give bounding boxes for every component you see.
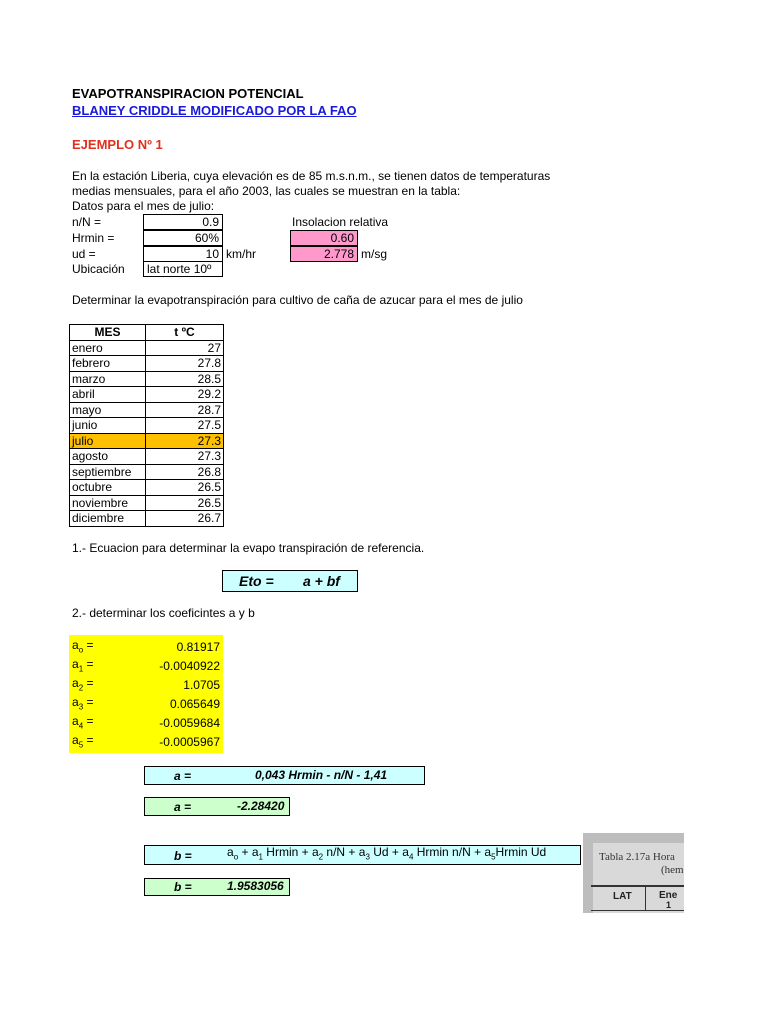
table-row[interactable] (70, 402, 224, 418)
hrmin-label: Hrmin = (72, 231, 115, 245)
reference-table-photo (583, 833, 684, 913)
temp-cell[interactable]: 28.7 (146, 402, 224, 418)
photo-rule-bottom (591, 910, 684, 911)
temp-cell[interactable]: 27.5 (146, 418, 224, 434)
temp-cell[interactable]: 26.8 (146, 464, 224, 480)
a-result-box[interactable] (144, 797, 290, 816)
table-row[interactable] (70, 495, 224, 511)
step-2-text: 2.- determinar los coeficintes a y b (72, 606, 255, 620)
table-row[interactable] (70, 464, 224, 480)
b-result-box[interactable] (144, 878, 290, 896)
month-cell[interactable]: marzo (70, 371, 146, 387)
temp-cell[interactable]: 26.7 (146, 511, 224, 527)
insolacion-value-cell[interactable]: 0.60 (290, 230, 358, 246)
temp-cell[interactable]: 27 (146, 340, 224, 356)
coefficient-label: $a_o$ = (72, 638, 94, 655)
coefficient-label: $a_4$ = (72, 714, 94, 731)
temp-cell[interactable]: 27.8 (146, 356, 224, 372)
coefficient-label: $a_1$ = (72, 657, 94, 674)
table-row[interactable] (70, 356, 224, 372)
table-header-row (70, 325, 224, 341)
month-cell[interactable]: octubre (70, 480, 146, 496)
photo-col-divider (645, 887, 646, 911)
coefficient-label: $a_3$ = (72, 695, 94, 712)
month-cell[interactable]: septiembre (70, 464, 146, 480)
method-link[interactable]: BLANEY CRIDDLE MODIFICADO POR LA FAO (72, 103, 357, 118)
ud-unit: km/hr (226, 247, 256, 261)
coefficient-value: -0.0005967 (159, 735, 220, 749)
temp-cell[interactable]: 26.5 (146, 495, 224, 511)
page-title: EVAPOTRANSPIRACION POTENCIAL (72, 86, 304, 101)
photo-caption: Tabla 2.17a Hora (599, 851, 675, 863)
coefficient-value: 0.81917 (176, 640, 220, 654)
a-result-value: -2.28420 (237, 799, 285, 813)
ud-ms-unit: m/sg (361, 247, 388, 261)
b-result-label: b = (174, 880, 192, 894)
eto-formula: a + bf (303, 573, 340, 589)
b-equation-label: b = (174, 849, 192, 863)
month-cell[interactable]: julio (70, 433, 146, 449)
ubicacion-value-cell[interactable]: lat norte 10º (143, 261, 223, 277)
intro-line-3: Datos para el mes de julio: (72, 199, 215, 213)
month-cell[interactable]: diciembre (70, 511, 146, 527)
temp-cell[interactable]: 26.5 (146, 480, 224, 496)
table-row[interactable] (70, 387, 224, 403)
coefficient-row[interactable] (72, 636, 220, 655)
coefficient-row[interactable] (72, 674, 220, 693)
a-equation-box[interactable] (144, 766, 425, 785)
table-row[interactable] (70, 511, 224, 527)
photo-col-ene-num: 1 (666, 900, 672, 910)
temp-cell[interactable]: 29.2 (146, 387, 224, 403)
temp-cell[interactable]: 27.3 (146, 433, 224, 449)
table-row-highlighted[interactable] (70, 433, 224, 449)
photo-col-ene: Ene (659, 890, 678, 901)
table-row[interactable] (70, 371, 224, 387)
intro-line-2: medias mensuales, para el año 2003, las cuales se muestran en la tabla: (72, 184, 461, 198)
ud-ms-value-cell[interactable]: 2.778 (290, 246, 358, 262)
coefficient-row[interactable] (72, 712, 220, 731)
header-mes: MES (70, 325, 146, 341)
temperature-table (69, 324, 224, 527)
coefficient-row[interactable] (72, 731, 220, 750)
month-cell[interactable]: enero (70, 340, 146, 356)
coefficient-value: 0.065649 (169, 697, 220, 711)
nN-label: n/N = (72, 215, 102, 229)
photo-col-lat: LAT (613, 891, 632, 902)
b-result-value: 1.9583056 (227, 879, 284, 893)
coefficient-value: -0.0040922 (159, 659, 220, 673)
coefficient-row[interactable] (72, 655, 220, 674)
table-row[interactable] (70, 480, 224, 496)
month-cell[interactable]: noviembre (70, 495, 146, 511)
month-cell[interactable]: abril (70, 387, 146, 403)
month-cell[interactable]: agosto (70, 449, 146, 465)
month-cell[interactable]: mayo (70, 402, 146, 418)
coefficient-label: $a_5$ = (72, 733, 94, 750)
ud-label: ud = (72, 247, 96, 261)
ud-value-cell[interactable]: 10 (143, 246, 223, 262)
temp-cell[interactable]: 28.5 (146, 371, 224, 387)
photo-rule (591, 885, 684, 887)
hrmin-value-cell[interactable]: 60% (143, 230, 223, 246)
coefficient-row[interactable] (72, 693, 220, 712)
coefficient-value: -0.0059684 (159, 716, 220, 730)
a-equation-formula: 0,043 Hrmin - n/N - 1,41 (255, 768, 388, 782)
header-temp: t ºC (146, 325, 224, 341)
question-text: Determinar la evapotranspiración para cultivo de caña de azucar para el mes de julio (72, 293, 523, 307)
table-row[interactable] (70, 340, 224, 356)
table-row[interactable] (70, 449, 224, 465)
month-cell[interactable]: junio (70, 418, 146, 434)
month-cell[interactable]: febrero (70, 356, 146, 372)
nN-value-cell[interactable]: 0.9 (143, 214, 223, 230)
insolacion-label: Insolacion relativa (292, 215, 389, 229)
photo-caption-2: (hem (661, 864, 684, 876)
ubicacion-label: Ubicación (72, 262, 125, 276)
eto-label: Eto = (239, 573, 274, 589)
a-result-label: a = (174, 800, 192, 814)
temp-cell[interactable]: 27.3 (146, 449, 224, 465)
b-equation-formula: $a_o + a_1$ $Hrmin + a_2$ $n/N + a_3$ $Ud + a_4$ Hrmin $n/N + a_5Hrmin$ Ud (227, 845, 547, 862)
eto-equation-box[interactable] (222, 570, 358, 592)
step-1-text: 1.- Ecuacion para determinar la evapo transpiración de referencia. (72, 541, 425, 555)
coefficient-label: $a_2$ = (72, 676, 94, 693)
example-heading: EJEMPLO Nº 1 (72, 137, 163, 152)
coefficient-value: 1.0705 (183, 678, 220, 692)
intro-line-1: En la estación Liberia, cuya elevación es de 85 m.s.n.m., se tienen datos de temperaturas (72, 169, 551, 183)
table-row[interactable] (70, 418, 224, 434)
b-equation-box[interactable] (144, 845, 581, 865)
a-equation-label: a = (174, 769, 192, 783)
